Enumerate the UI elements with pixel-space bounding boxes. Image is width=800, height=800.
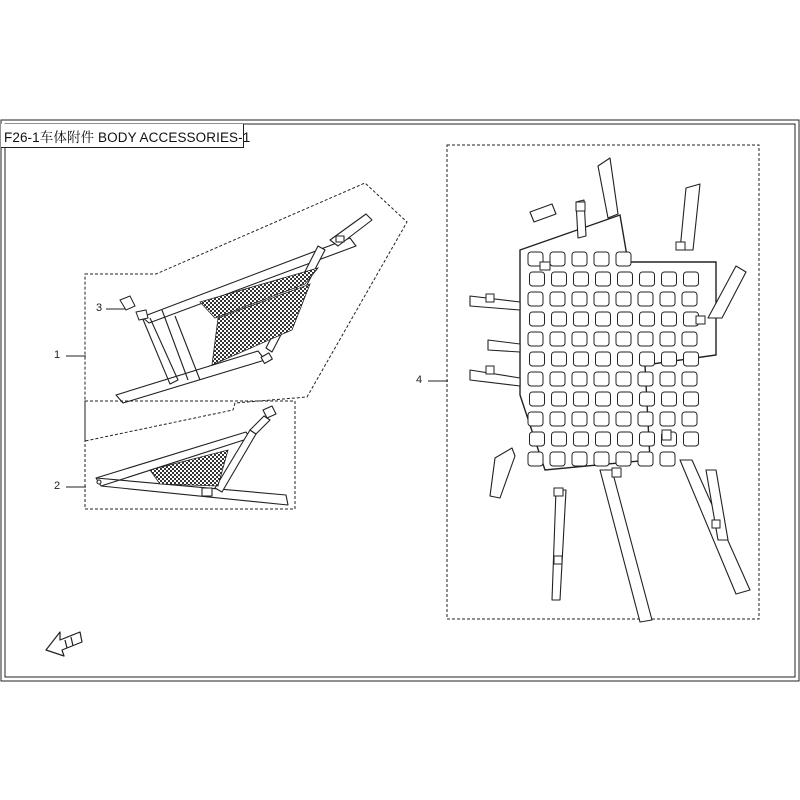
cargo-net-cell xyxy=(616,412,631,426)
cargo-net-cell xyxy=(618,272,633,286)
cargo-net-cell xyxy=(640,312,655,326)
cargo-net-cell xyxy=(552,312,567,326)
cargo-net-cell xyxy=(596,432,611,446)
cargo-net-cell xyxy=(684,352,699,366)
cargo-net-cell xyxy=(574,272,589,286)
cargo-net-cell xyxy=(682,332,697,346)
cargo-net-cell xyxy=(638,372,653,386)
cargo-net-cell xyxy=(660,452,675,466)
part-2-frame xyxy=(96,406,288,505)
cargo-net-cell xyxy=(550,372,565,386)
cargo-net-cell xyxy=(528,452,543,466)
cargo-net-cell xyxy=(616,332,631,346)
cargo-net-cell xyxy=(660,292,675,306)
cargo-net-cell xyxy=(594,292,609,306)
part-2-group xyxy=(66,401,295,509)
part-3-clip xyxy=(120,296,148,320)
cargo-net-cell xyxy=(572,412,587,426)
cargo-net-cell xyxy=(552,392,567,406)
sheet-title-box xyxy=(1,124,251,148)
cargo-net-cell xyxy=(574,352,589,366)
cargo-net-cell xyxy=(552,352,567,366)
cargo-net-cell xyxy=(594,412,609,426)
cargo-net-cell xyxy=(616,252,631,266)
front-direction-arrow-icon xyxy=(46,632,82,656)
cargo-net-cell xyxy=(594,332,609,346)
cargo-net-cell xyxy=(550,252,565,266)
cargo-net-cell xyxy=(550,412,565,426)
cargo-net-cell xyxy=(684,392,699,406)
cargo-net-cell xyxy=(594,452,609,466)
cargo-net-cell xyxy=(552,432,567,446)
cargo-net-cell xyxy=(682,372,697,386)
cargo-net-cell xyxy=(550,292,565,306)
cargo-net-cell xyxy=(552,272,567,286)
cargo-net-cell xyxy=(530,312,545,326)
cargo-net-cell xyxy=(684,272,699,286)
cargo-net-cell xyxy=(572,252,587,266)
callout-1: 1 xyxy=(54,349,61,361)
cargo-net-cell xyxy=(638,412,653,426)
cargo-net-cell xyxy=(616,372,631,386)
cargo-net-cell xyxy=(616,452,631,466)
cargo-net-cell xyxy=(640,272,655,286)
part-4-group xyxy=(428,145,759,622)
cargo-net-cell xyxy=(572,372,587,386)
cargo-net-cell xyxy=(528,372,543,386)
cargo-net-cell xyxy=(662,312,677,326)
cargo-net-cell xyxy=(574,392,589,406)
cargo-net-cell xyxy=(528,292,543,306)
cargo-net-cell xyxy=(528,332,543,346)
cargo-net-cell xyxy=(530,432,545,446)
cargo-net-cell xyxy=(660,372,675,386)
cargo-net-cell xyxy=(662,272,677,286)
cargo-net-cell xyxy=(640,392,655,406)
callout-2: 2 xyxy=(54,480,61,492)
cargo-net-cell xyxy=(660,412,675,426)
cargo-net-cell xyxy=(640,352,655,366)
cargo-net-cell xyxy=(662,392,677,406)
cargo-net-cell xyxy=(550,452,565,466)
cargo-net-cell xyxy=(618,352,633,366)
cargo-net-cell xyxy=(618,432,633,446)
cargo-net-cell xyxy=(596,352,611,366)
cargo-net-cell xyxy=(572,332,587,346)
cargo-net-cell xyxy=(530,352,545,366)
cargo-net-cell xyxy=(572,292,587,306)
cargo-net-cell xyxy=(616,292,631,306)
cargo-net-cell xyxy=(638,292,653,306)
cargo-net-cell xyxy=(682,292,697,306)
part-1-group xyxy=(66,183,407,441)
cargo-net-cell xyxy=(596,392,611,406)
cargo-net-cell xyxy=(528,412,543,426)
cargo-net-cell xyxy=(684,432,699,446)
cargo-net-cell xyxy=(574,312,589,326)
callout-3: 3 xyxy=(96,302,103,314)
part-2-mesh xyxy=(150,450,228,486)
cargo-net-cell xyxy=(596,272,611,286)
cargo-net-cell xyxy=(660,332,675,346)
cargo-net-cell xyxy=(594,372,609,386)
cargo-net-cell xyxy=(662,352,677,366)
cargo-net-cell xyxy=(574,432,589,446)
cargo-net-cell xyxy=(594,252,609,266)
callout-4: 4 xyxy=(416,374,423,386)
cargo-net-cell xyxy=(640,432,655,446)
cargo-net-cell xyxy=(530,392,545,406)
cargo-net-cell xyxy=(618,312,633,326)
cargo-net-cell xyxy=(638,452,653,466)
cargo-net-cell xyxy=(572,452,587,466)
cargo-net-cell xyxy=(638,332,653,346)
cargo-net-cell xyxy=(682,412,697,426)
sheet-title: F26-1车体附件 BODY ACCESSORIES-1 xyxy=(4,129,251,145)
cargo-net-cell xyxy=(596,312,611,326)
cargo-net-cell xyxy=(618,392,633,406)
cargo-net-cell xyxy=(550,332,565,346)
cargo-net-cell xyxy=(530,272,545,286)
